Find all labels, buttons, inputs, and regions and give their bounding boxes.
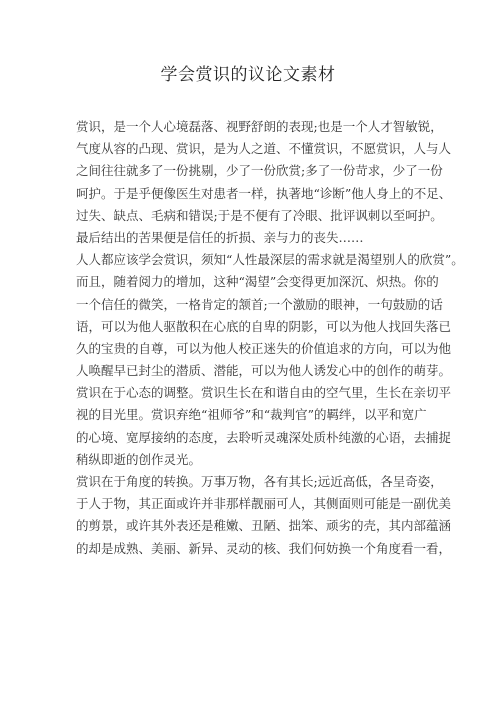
document-body (76, 116, 464, 560)
body-line: 最后结出的苦果便是信任的折损、亲与力的丧失…… (76, 229, 364, 245)
body-line: 之间往往就多了一份挑剔，少了一份欣赏;多了一份苛求，少了一份 (76, 163, 443, 179)
body-line: 一个信任的微笑，一格肯定的颔首;一个激励的眼神，一句鼓励的话 (76, 296, 443, 312)
body-line: 视的目光里。赏识弃绝“祖师爷”和“裁判官”的羁绊，以平和宽广 (76, 407, 427, 423)
body-line: 赏识，是一个人心境磊落、视野舒朗的表现;也是一个人才智敏锐， (76, 119, 443, 134)
body-line: 过失、缺点、毛病和错误;于是不便有了冷眼、批评讽刺以至呵护。 (76, 207, 443, 223)
body-line: 人唤醒早已封尘的潜质、潜能，可以为他人诱发心中的创作的萌芽。 (76, 363, 452, 379)
body-line: 的心境、宽厚接纳的态度，去聆听灵魂深处质朴纯激的心语，去捕捉 (76, 429, 452, 445)
body-line: 赏识在于角度的转换。万事万物，各有其长;远近高低，各呈奇姿， (76, 474, 443, 489)
body-line: 语，可以为他人驱散积在心底的自卑的阴影，可以为他人找回失落已 (76, 318, 452, 334)
body-line: 的却是成熟、美丽、新异、灵动的核、我们何妨换一个角度看一看， (76, 540, 452, 556)
body-line: 而且，随着阅力的增加，这种“渴望”会变得更加深沉、炽热。你的 (76, 274, 439, 290)
body-line: 赏识在于心态的调整。赏识生长在和谐自由的空气里，生长在亲切平 (76, 385, 452, 401)
body-line: 久的宝贵的自尊，可以为他人校正迷失的价值追求的方向，可以为他 (76, 340, 452, 356)
body-line: 人人都应该学会赏识，须知“人性最深层的需求就是渴望别人的欣赏”。 (76, 252, 464, 268)
body-line: 的剪景，或许其外表还是稚嫩、丑陋、拙笨、顽劣的壳，其内部蕴涵 (76, 518, 452, 534)
body-line: 呵护。于是乎便像医生对患者一样，执著地“诊断”他人身上的不足、 (76, 185, 452, 201)
body-line: 稍纵即逝的创作灵光。 (76, 451, 202, 467)
document-title: 学会赏识的议论文素材 (160, 65, 336, 85)
body-line: 于人于物，其正面或许并非那样靓丽可人，其侧面则可能是一副优美 (76, 496, 452, 512)
body-line: 气度从容的凸现、赏识，是为人之道、不懂赏识，不愿赏识，人与人 (76, 141, 452, 157)
